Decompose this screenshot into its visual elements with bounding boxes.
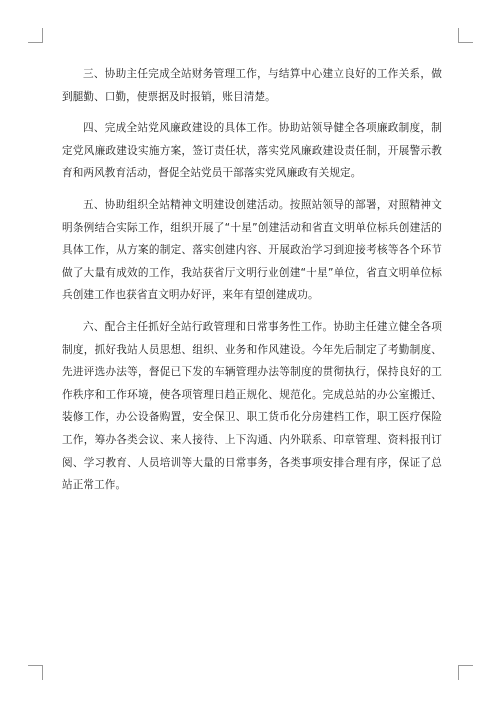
paragraph-integrity: 四、完成全站党风廉政建设的具体工作。协助站领导健全各项廉政制度，制定党风廉政建设实施方案，签订责任状，落实党风廉政建设责任制，开展警示教育和两风教育活动，督促全站党员干部落实党风廉政有关规定。 — [62, 122, 442, 180]
crop-mark-top-right — [458, 28, 473, 43]
crop-mark-bottom-right — [458, 665, 473, 680]
crop-mark-top-left — [28, 28, 43, 43]
paragraph-finance: 三、协助主任完成全站财务管理工作，与结算中心建立良好的工作关系，做到腿勤、口勤，使票据及时报销，账目清楚。 — [62, 68, 442, 103]
paragraph-civilization: 五、协助组织全站精神文明建设创建活动。按照站领导的部署，对照精神文明条例结合实际工作，组织开展了“十星”创建活动和省直文明单位标兵创建活的具体工作，从方案的制定、落实创建内容、开展政治学习到迎接考核等各个环节做了大量有成效的工作，我站获省厅文明行业创建“十星”单位，省直文明单位标兵创建工作也获省直文明办好评，来年有望创建成功。 — [62, 198, 442, 302]
paragraph-administration: 六、配合主任抓好全站行政管理和日常事务性工作。协助主任建立健全各项制度，抓好我站人员思想、组织、业务和作风建设。今年先后制定了考勤制度、先进评选办法等，督促已下发的车辆管理办法等制度的贯彻执行，保持良好的工作秩序和工作环境，使各项管理日趋正规化、规范化。完成总站的办公室搬迁、装修工作，办公设备购置，安全保卫、职工货币化分房建档工作，职工医疗保险工作，筹办各类会议、来人接待、上下沟通、内外联系、印章管理、资料报刊订阅、学习教育、人员培训等大量的日常事务，各类事项安排合理有序，保证了总站正常工作。 — [62, 320, 442, 492]
document-body — [62, 63, 442, 506]
crop-mark-bottom-left — [28, 665, 43, 680]
